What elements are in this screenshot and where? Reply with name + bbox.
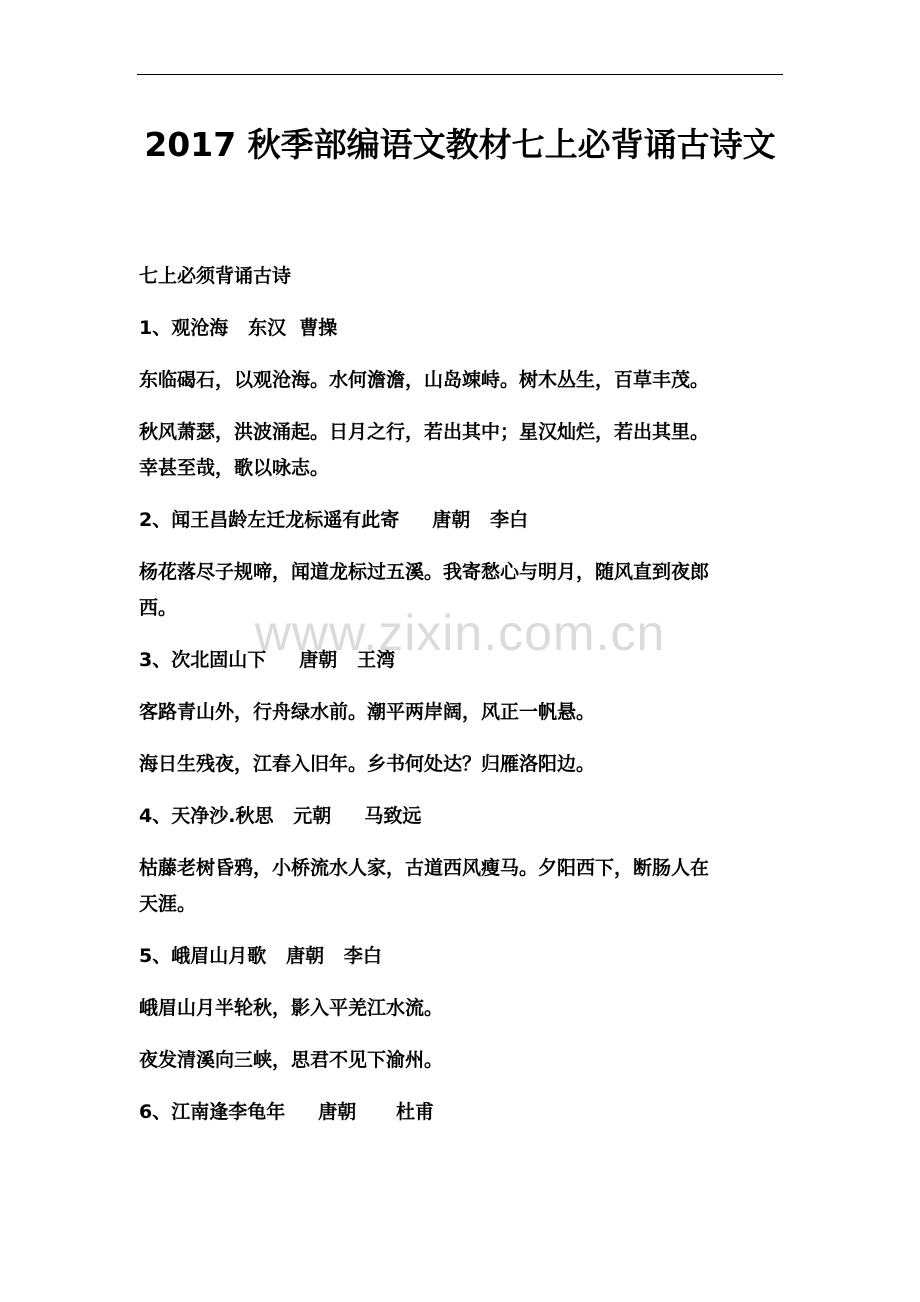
poem-heading-5: 5、峨眉山月歌 唐朝 李白 [139, 945, 382, 967]
poem-line: 枯藤老树昏鸦，小桥流水人家，古道西风瘦马。夕阳西下，断肠人在 天涯。 [139, 857, 710, 915]
document-body [139, 258, 785, 1130]
poem-line: 夜发清溪向三峡，思君不见下渝州。 [139, 1049, 444, 1071]
section-heading: 七上必须背诵古诗 [139, 265, 292, 287]
poem-line: 东临碣石，以观沧海。水何澹澹，山岛竦峙。树木丛生，百草丰茂。 [139, 369, 710, 391]
poem-line: 秋风萧瑟，洪波涌起。日月之行，若出其中；星汉灿烂，若出其里。 幸甚至哉，歌以咏志。 [139, 421, 710, 479]
poem-heading-2: 2、闻王昌龄左迁龙标遥有此寄 唐朝 李白 [139, 509, 529, 531]
poem-heading-4: 4、天净沙.秋思 元朝 马致远 [139, 805, 422, 827]
poem-line: 海日生残夜，江春入旧年。乡书何处达？归雁洛阳边。 [139, 753, 596, 775]
poem-line: 峨眉山月半轮秋，影入平羌江水流。 [139, 997, 444, 1019]
poem-line: 客路青山外，行舟绿水前。潮平两岸阔，风正一帆悬。 [139, 701, 596, 723]
poem-line: 杨花落尽子规啼，闻道龙标过五溪。我寄愁心与明月，随风直到夜郎 西。 [139, 561, 710, 619]
document-title: 2017 秋季部编语文教材七上必背诵古诗文 [144, 125, 776, 164]
header-rule [137, 74, 783, 75]
watermark: www.zixin.com.cn [254, 605, 666, 661]
poem-heading-6: 6、江南逢李龟年 唐朝 杜甫 [139, 1101, 434, 1123]
poem-heading-3: 3、次北固山下 唐朝 王湾 [139, 649, 396, 671]
poem-heading-1: 1、观沧海 东汉 曹操 [139, 317, 338, 339]
